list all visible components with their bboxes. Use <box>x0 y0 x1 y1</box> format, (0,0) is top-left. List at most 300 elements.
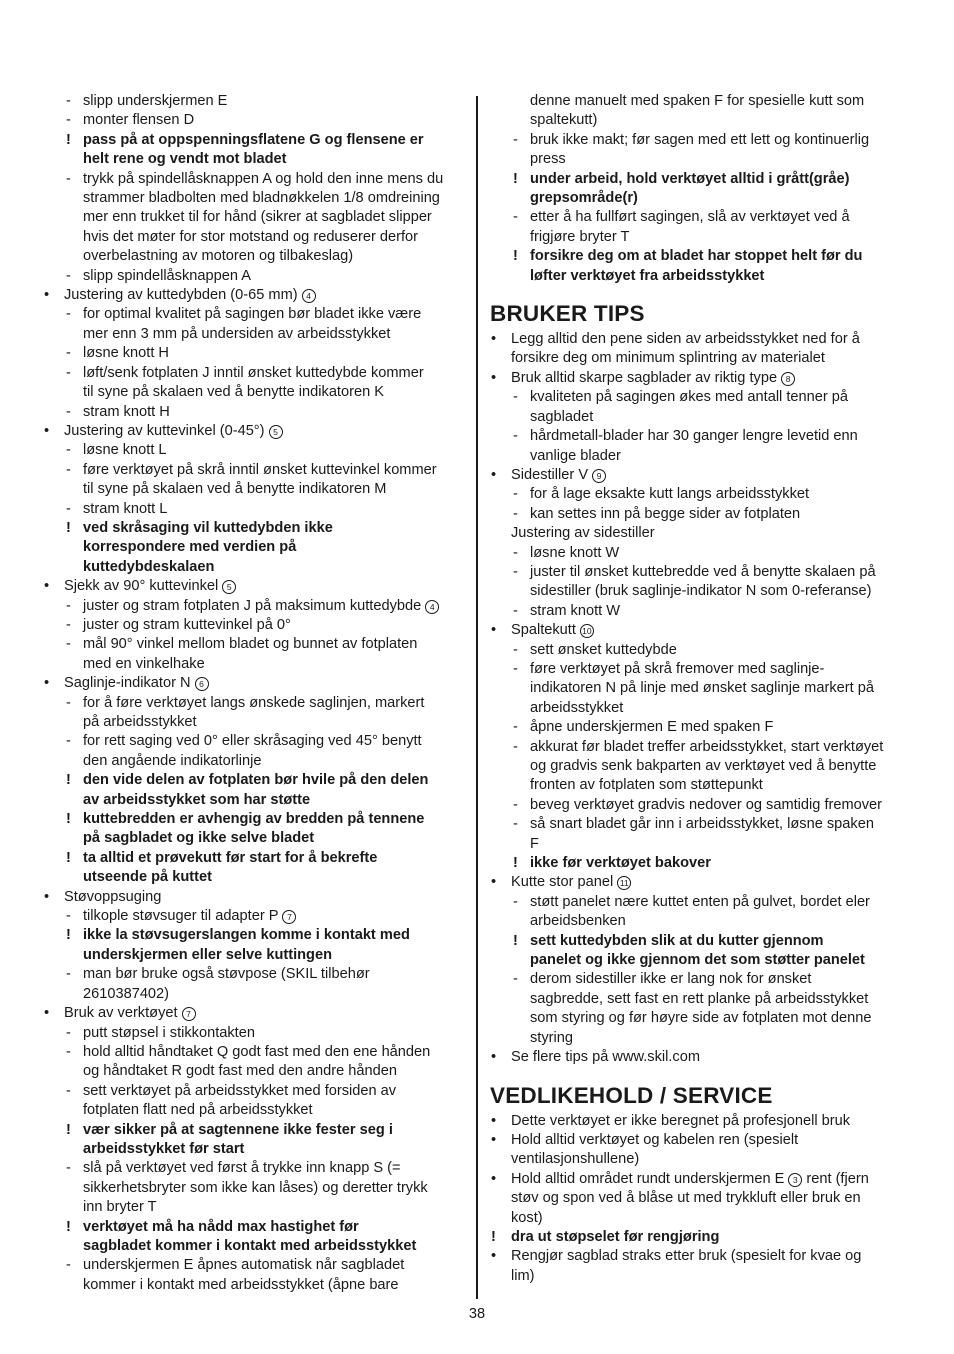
warning-continuation <box>40 558 470 577</box>
line-text: Justering av kuttevinkel (0-45°) <box>64 422 265 439</box>
line-text: for optimal kvalitet på sagingen bør bladet ikke være <box>83 306 422 323</box>
bullet-continuation <box>487 1189 909 1208</box>
line-text: mål 90° vinkel mellom bladet og bunnet av fotplaten <box>83 636 418 653</box>
warning-mark: ! <box>66 1121 71 1138</box>
warning-mark: ! <box>513 855 518 872</box>
line-text: Saglinje-indikator N <box>64 675 191 692</box>
item-continuation <box>40 228 470 247</box>
figure-reference-number: 5 <box>269 425 283 439</box>
dash-item <box>487 388 909 407</box>
line-text: ta alltid et prøvekutt før start for å bekrefte <box>83 849 378 866</box>
line-text: putt støpsel i stikkontakten <box>83 1024 255 1041</box>
dash-item <box>487 660 909 679</box>
line-text: løsne knott H <box>83 345 169 362</box>
warning-mark: ! <box>66 772 71 789</box>
figure-reference-number: 8 <box>781 372 795 386</box>
item-continuation <box>40 655 470 674</box>
line-text: grepsområde(r) <box>530 190 638 207</box>
line-text: av arbeidsstykket som har støtte <box>83 791 311 808</box>
warning-item <box>40 519 470 538</box>
item-continuation <box>40 1179 470 1198</box>
line-text: ikke før verktøyet bakover <box>530 855 711 872</box>
warning-mark: ! <box>66 811 71 828</box>
bullet-mark: • <box>44 675 50 692</box>
item-continuation <box>40 208 470 227</box>
item-continuation <box>40 480 470 499</box>
dash-mark: - <box>66 1024 71 1041</box>
bullet-mark: • <box>44 422 50 439</box>
dash-mark: - <box>513 893 518 910</box>
dash-mark: - <box>66 636 71 653</box>
item-continuation <box>487 835 909 854</box>
warning-mark: ! <box>513 170 518 187</box>
dash-item <box>487 563 909 582</box>
dash-mark: - <box>513 719 518 736</box>
line-text: sidestiller (bruk saglinje-indikator N som 0-referanse) <box>530 583 872 600</box>
dash-mark: - <box>66 597 71 614</box>
dash-item <box>487 602 909 621</box>
warning-item <box>487 1228 909 1247</box>
warning-mark: ! <box>491 1228 496 1245</box>
section-heading: BRUKER TIPS <box>490 301 645 327</box>
bullet-item <box>40 422 470 441</box>
dash-item <box>40 907 470 926</box>
line-text: føre verktøyet på skrå inntil ønsket kuttevinkel kommer <box>83 461 437 478</box>
bullet-mark: • <box>491 622 497 639</box>
line-text-after: rent (fjern <box>806 1170 869 1187</box>
warning-mark: ! <box>513 248 518 265</box>
line-text: Spaltekutt <box>511 622 576 639</box>
warning-continuation <box>40 829 470 848</box>
dash-mark: - <box>513 131 518 148</box>
line-text: styring <box>530 1029 573 1046</box>
line-text: for å føre verktøyet langs ønskede saglinjen, markert <box>83 694 425 711</box>
dash-mark: - <box>66 1082 71 1099</box>
bullet-mark: • <box>44 578 50 595</box>
item-continuation <box>487 150 909 169</box>
item-continuation <box>40 1276 470 1295</box>
line-text: så snart bladet går inn i arbeidsstykket, løsne spaken <box>530 816 874 833</box>
line-text: pass på at oppspenningsflatene G og flensene er <box>83 131 424 148</box>
item-continuation <box>40 985 470 1004</box>
line-text: kommer i kontakt med arbeidsstykket (åpne bare <box>83 1276 399 1293</box>
line-text: føre verktøyet på skrå fremover med saglinje- <box>530 660 825 677</box>
bullet-continuation <box>487 349 909 368</box>
bullet-item <box>40 1004 470 1023</box>
line-text: Legg alltid den pene siden av arbeidsstykket ned for å <box>511 331 860 348</box>
warning-continuation <box>40 1237 470 1256</box>
line-text: løfter verktøyet fra arbeidsstykket <box>530 267 765 284</box>
bullet-mark: • <box>491 369 497 386</box>
dash-item <box>40 111 470 130</box>
bullet-item <box>40 674 470 693</box>
line-text: fotplaten flatt ned på arbeidsstykket <box>83 1102 313 1119</box>
bullet-item <box>487 621 909 640</box>
warning-item <box>40 1218 470 1237</box>
item-continuation <box>487 447 909 466</box>
dash-item <box>40 344 470 363</box>
line-text: vanlige blader <box>530 447 621 464</box>
dash-mark: - <box>66 364 71 381</box>
dash-mark: - <box>513 486 518 503</box>
line-text: helt rene og vendt mot bladet <box>83 151 287 168</box>
bullet-mark: • <box>44 1005 50 1022</box>
line-text: 2610387402) <box>83 985 170 1002</box>
bullet-item <box>40 888 470 907</box>
dash-mark: - <box>66 461 71 478</box>
line-text: løft/senk fotplaten J inntil ønsket kuttedybde kommer <box>83 364 424 381</box>
warning-item <box>40 849 470 868</box>
bullet-continuation <box>487 1267 909 1286</box>
item-continuation <box>487 92 909 111</box>
line-text: vær sikker på at sagtennene ikke fester seg i <box>83 1121 393 1138</box>
line-text: panelet og ikke gjennom det som støtter panelet <box>530 952 865 969</box>
dash-mark: - <box>66 694 71 711</box>
bullet-continuation <box>487 524 909 543</box>
dash-mark: - <box>66 93 71 109</box>
dash-item <box>487 427 909 446</box>
line-text: juster og stram kuttevinkel på 0° <box>83 616 291 633</box>
dash-mark: - <box>66 1257 71 1274</box>
warning-item <box>40 1121 470 1140</box>
figure-reference-number: 5 <box>222 580 236 594</box>
item-continuation <box>487 1029 909 1048</box>
line-text: lim) <box>511 1267 535 1284</box>
dash-mark: - <box>66 500 71 517</box>
line-text: fronten av fotplaten som støttepunkt <box>530 777 763 794</box>
dash-item <box>487 544 909 563</box>
line-text: strammer bladbolten med bladnøkkelen 1/8 omdreining <box>83 190 440 207</box>
line-text: til syne på skalaen ved å benytte indikatoren M <box>83 481 387 498</box>
line-text: støtt panelet nære kuttet enten på gulvet, bordet eler <box>530 893 870 910</box>
dash-mark: - <box>66 267 71 284</box>
dash-item <box>487 738 909 757</box>
dash-mark: - <box>66 1160 71 1177</box>
dash-item <box>40 441 470 460</box>
dash-mark: - <box>66 616 71 633</box>
line-text: dra ut støpselet før rengjøring <box>511 1228 720 1245</box>
line-text: hårdmetall-blader har 30 ganger lengre levetid enn <box>530 428 858 445</box>
bullet-item <box>487 1131 909 1150</box>
figure-reference-number: 4 <box>302 289 316 303</box>
dash-item <box>487 641 909 660</box>
line-text: Dette verktøyet er ikke beregnet på profesjonell bruk <box>511 1112 851 1129</box>
item-continuation <box>40 247 470 266</box>
warning-mark: ! <box>66 1218 71 1235</box>
warning-continuation <box>40 791 470 810</box>
line-text: inn bryter T <box>83 1199 157 1216</box>
line-text: indikatoren N på linje med ønsket saglinje markert på <box>530 680 874 697</box>
dash-mark: - <box>66 345 71 362</box>
dash-item <box>487 893 909 912</box>
line-text: med en vinkelhake <box>83 655 205 672</box>
line-text: ved skråsaging vil kuttedybden ikke <box>83 519 333 536</box>
dash-mark: - <box>513 816 518 833</box>
line-text: sikkerhetsbryter som ikke kan låses) og deretter trykk <box>83 1179 428 1196</box>
line-text: derom sidestiller ikke er lang nok for ønsket <box>530 971 812 988</box>
line-text: Sidestiller V <box>511 466 589 483</box>
item-continuation <box>487 912 909 931</box>
bullet-item <box>487 369 909 388</box>
figure-reference-number: 10 <box>580 624 594 638</box>
dash-mark: - <box>513 602 518 619</box>
bullet-mark: • <box>491 1170 497 1187</box>
bullet-item <box>40 286 470 305</box>
warning-item <box>487 247 909 266</box>
column-divider <box>476 96 478 1299</box>
warning-continuation <box>487 951 909 970</box>
item-continuation <box>487 699 909 718</box>
line-text: løsne knott W <box>530 544 620 561</box>
warning-continuation <box>40 868 470 887</box>
warning-mark: ! <box>513 932 518 949</box>
dash-mark: - <box>66 112 71 129</box>
line-text: sagbredde, sett fast en rett planke på arbeidsstykket <box>530 990 869 1007</box>
warning-mark: ! <box>66 131 71 148</box>
bullet-item <box>487 873 909 892</box>
line-text: tilkople støvsuger til adapter P <box>83 908 279 925</box>
line-text: sett verktøyet på arbeidsstykket med forsiden av <box>83 1082 397 1099</box>
line-text: Bruk alltid skarpe sagblader av riktig type <box>511 369 778 386</box>
dash-item <box>40 1159 470 1178</box>
figure-reference-number: 9 <box>592 469 606 483</box>
line-text: hold alltid håndtaket Q godt fast med den ene hånden <box>83 1043 431 1060</box>
dash-item <box>487 485 909 504</box>
line-text: trykk på spindellåsknappen A og hold den inne mens du <box>83 170 444 187</box>
warning-item <box>40 810 470 829</box>
line-text: på arbeidsstykket <box>83 714 197 730</box>
item-continuation <box>40 1198 470 1217</box>
line-text: sagbladet <box>530 408 594 425</box>
dash-mark: - <box>513 971 518 988</box>
bullet-mark: • <box>491 331 497 348</box>
line-text: stram knott L <box>83 500 168 517</box>
line-text: Justering av kuttedybden (0-65 mm) <box>64 287 298 304</box>
dash-item <box>40 1256 470 1275</box>
line-text: åpne underskjermen E med spaken F <box>530 719 774 736</box>
figure-reference-number: 11 <box>617 876 631 890</box>
section-heading: VEDLIKEHOLD / SERVICE <box>490 1082 773 1108</box>
warning-item <box>40 131 470 150</box>
line-text: og håndtaket R godt fast med den andre hånden <box>83 1063 398 1080</box>
item-continuation <box>40 752 470 771</box>
item-continuation <box>40 1101 470 1120</box>
bullet-item <box>487 1112 909 1131</box>
dash-item <box>40 635 470 654</box>
line-text: arbeidsstykket før start <box>83 1140 245 1157</box>
line-text: og gradvis senk bakparten av verktøyet ved å benytte <box>530 758 877 774</box>
line-text: løsne knott L <box>83 442 167 459</box>
bullet-mark: • <box>491 1049 497 1066</box>
dash-mark: - <box>513 641 518 658</box>
bullet-item <box>487 1048 909 1067</box>
bullet-item <box>487 1170 909 1189</box>
dash-mark: - <box>513 660 518 677</box>
dash-item <box>40 403 470 422</box>
bullet-continuation <box>487 1209 909 1228</box>
dash-mark: - <box>513 505 518 522</box>
bullet-mark: • <box>44 287 50 304</box>
figure-reference-number: 7 <box>182 1007 196 1021</box>
dash-mark: - <box>66 442 71 459</box>
line-text: kan settes inn på begge sider av fotplaten <box>530 505 801 522</box>
dash-mark: - <box>513 563 518 580</box>
warning-item <box>487 854 909 873</box>
line-text: ventilasjonshullene) <box>511 1151 640 1168</box>
warning-continuation <box>487 267 909 286</box>
line-text: stram knott W <box>530 602 621 619</box>
dash-mark: - <box>513 738 518 755</box>
line-text: kuttebredden er avhengig av bredden på tennene <box>83 811 425 828</box>
line-text: slå på verktøyet ved først å trykke inn knapp S (= <box>83 1160 401 1177</box>
dash-item <box>40 170 470 189</box>
line-text: slipp underskjermen E <box>83 93 228 109</box>
line-text: bruk ikke makt; før sagen med ett lett og kontinuerlig <box>530 131 870 148</box>
line-text: hvis det møter for stor motstand og reduserer derfor <box>83 228 418 245</box>
item-continuation <box>487 990 909 1009</box>
line-text: arbeidsstykket <box>530 699 624 716</box>
item-continuation <box>487 228 909 247</box>
line-text: juster til ønsket kuttebredde ved å benytte skalaen på <box>530 563 876 580</box>
bullet-item <box>487 330 909 349</box>
page-number: 38 <box>468 1306 486 1322</box>
bullet-mark: • <box>491 874 497 891</box>
dash-mark: - <box>513 544 518 561</box>
line-text: utseende på kuttet <box>83 869 212 886</box>
line-text: verktøyet må ha nådd max hastighet før <box>83 1218 359 1235</box>
line-text: ikke la støvsugerslangen komme i kontakt med <box>83 927 410 944</box>
line-text: støv og spon ved å blåse ut med trykkluft eller bruk en <box>511 1190 861 1207</box>
line-text: slipp spindellåsknappen A <box>83 267 251 284</box>
warning-continuation <box>40 150 470 169</box>
item-continuation <box>487 1009 909 1028</box>
item-continuation <box>40 1062 470 1081</box>
warning-continuation <box>40 946 470 965</box>
item-continuation <box>40 325 470 344</box>
item-continuation <box>40 713 470 732</box>
dash-item <box>487 208 909 227</box>
figure-reference-number: 7 <box>282 910 296 924</box>
line-text: sagbladet kommer i kontakt med arbeidsstykket <box>83 1237 417 1254</box>
line-text: den vide delen av fotplaten bør hvile på den delen <box>83 772 429 789</box>
dash-item <box>40 732 470 751</box>
line-text: underskjermen E åpnes automatisk når sagbladet <box>83 1257 405 1274</box>
dash-item <box>487 815 909 834</box>
warning-mark: ! <box>66 927 71 944</box>
line-text: mer enn trukket til for hånd (sikrer at sagbladet slipper <box>83 209 432 226</box>
dash-item <box>40 364 470 383</box>
line-text: Bruk av verktøyet <box>64 1005 178 1022</box>
dash-item <box>40 597 470 616</box>
line-text: Kutte stor panel <box>511 874 614 891</box>
line-text: mer enn 3 mm på undersiden av arbeidsstykket <box>83 325 391 342</box>
dash-item <box>40 965 470 984</box>
warning-item <box>487 170 909 189</box>
dash-mark: - <box>513 796 518 813</box>
line-text: man bør bruke også støvpose (SKIL tilbehør <box>83 966 370 983</box>
dash-item <box>40 1043 470 1062</box>
dash-item <box>487 970 909 989</box>
line-text: sett ønsket kuttedybde <box>530 641 677 658</box>
figure-reference-number: 6 <box>195 677 209 691</box>
right-column <box>487 92 909 1286</box>
dash-item <box>40 616 470 635</box>
line-text: på sagbladet og ikke selve bladet <box>83 830 315 847</box>
item-continuation <box>40 189 470 208</box>
line-text: press <box>530 151 566 168</box>
dash-item <box>40 694 470 713</box>
line-text: for rett saging ved 0° eller skråsaging ved 45° benytt <box>83 733 422 750</box>
bullet-mark: • <box>491 1248 497 1265</box>
bullet-mark: • <box>491 466 497 483</box>
line-text: monter flensen D <box>83 112 195 129</box>
warning-item <box>40 926 470 945</box>
dash-item <box>487 505 909 524</box>
line-text: for å lage eksakte kutt langs arbeidsstykket <box>530 486 810 503</box>
dash-item <box>40 267 470 286</box>
line-text: sett kuttedybden slik at du kutter gjennom <box>530 932 824 949</box>
line-text: Justering av sidestiller <box>511 525 655 542</box>
line-text: Rengjør sagblad straks etter bruk (spesielt for kvae og <box>511 1248 862 1265</box>
bullet-continuation <box>487 1150 909 1169</box>
line-text: denne manuelt med spaken F for spesielle kutt som <box>530 93 865 109</box>
dash-item <box>487 718 909 737</box>
line-text: etter å ha fullført sagingen, slå av verktøyet ved å <box>530 209 850 226</box>
line-text: kost) <box>511 1209 543 1226</box>
line-text: Støvoppsuging <box>64 888 162 905</box>
line-text: Sjekk av 90° kuttevinkel <box>64 578 219 595</box>
bullet-mark: • <box>491 1131 497 1148</box>
warning-item <box>40 771 470 790</box>
line-text: underskjermen eller selve kuttingen <box>83 946 332 963</box>
line-text: forsikre deg om minimum splintring av materialet <box>511 350 825 367</box>
warning-mark: ! <box>66 849 71 866</box>
line-text: kvaliteten på sagingen økes med antall tenner på <box>530 389 849 406</box>
bullet-item <box>487 466 909 485</box>
dash-mark: - <box>66 966 71 983</box>
dash-item <box>40 305 470 324</box>
dash-mark: - <box>513 209 518 226</box>
line-text: kuttedybdeskalaen <box>83 558 215 575</box>
line-text: den angående indikatorlinje <box>83 752 262 769</box>
dash-item <box>40 500 470 519</box>
item-continuation <box>487 679 909 698</box>
dash-mark: - <box>66 1043 71 1060</box>
dash-item <box>40 92 470 111</box>
dash-item <box>487 796 909 815</box>
line-text: Hold alltid området rundt underskjermen E <box>511 1170 785 1187</box>
dash-mark: - <box>66 170 71 187</box>
line-text: Se flere tips på www.skil.com <box>511 1049 700 1066</box>
warning-continuation <box>40 538 470 557</box>
line-text: som styring og før høyre side av fotplaten mot denne <box>530 1010 872 1027</box>
dash-item <box>40 1082 470 1101</box>
line-text: F <box>530 835 539 852</box>
warning-mark: ! <box>66 519 71 536</box>
dash-item <box>40 1024 470 1043</box>
figure-reference-number: 4 <box>425 600 439 614</box>
line-text: forsikre deg om at bladet har stoppet helt før du <box>530 248 863 265</box>
line-text: juster og stram fotplaten J på maksimum kuttedybde <box>83 597 422 614</box>
item-continuation <box>487 408 909 427</box>
bullet-mark: • <box>491 1112 497 1129</box>
bullet-item <box>40 577 470 596</box>
bullet-mark: • <box>44 888 50 905</box>
item-continuation <box>487 582 909 601</box>
line-text: under arbeid, hold verktøyet alltid i grått(gråe) <box>530 170 850 187</box>
line-text: til syne på skalaen ved å benytte indikatoren K <box>83 384 384 401</box>
item-continuation <box>487 111 909 130</box>
